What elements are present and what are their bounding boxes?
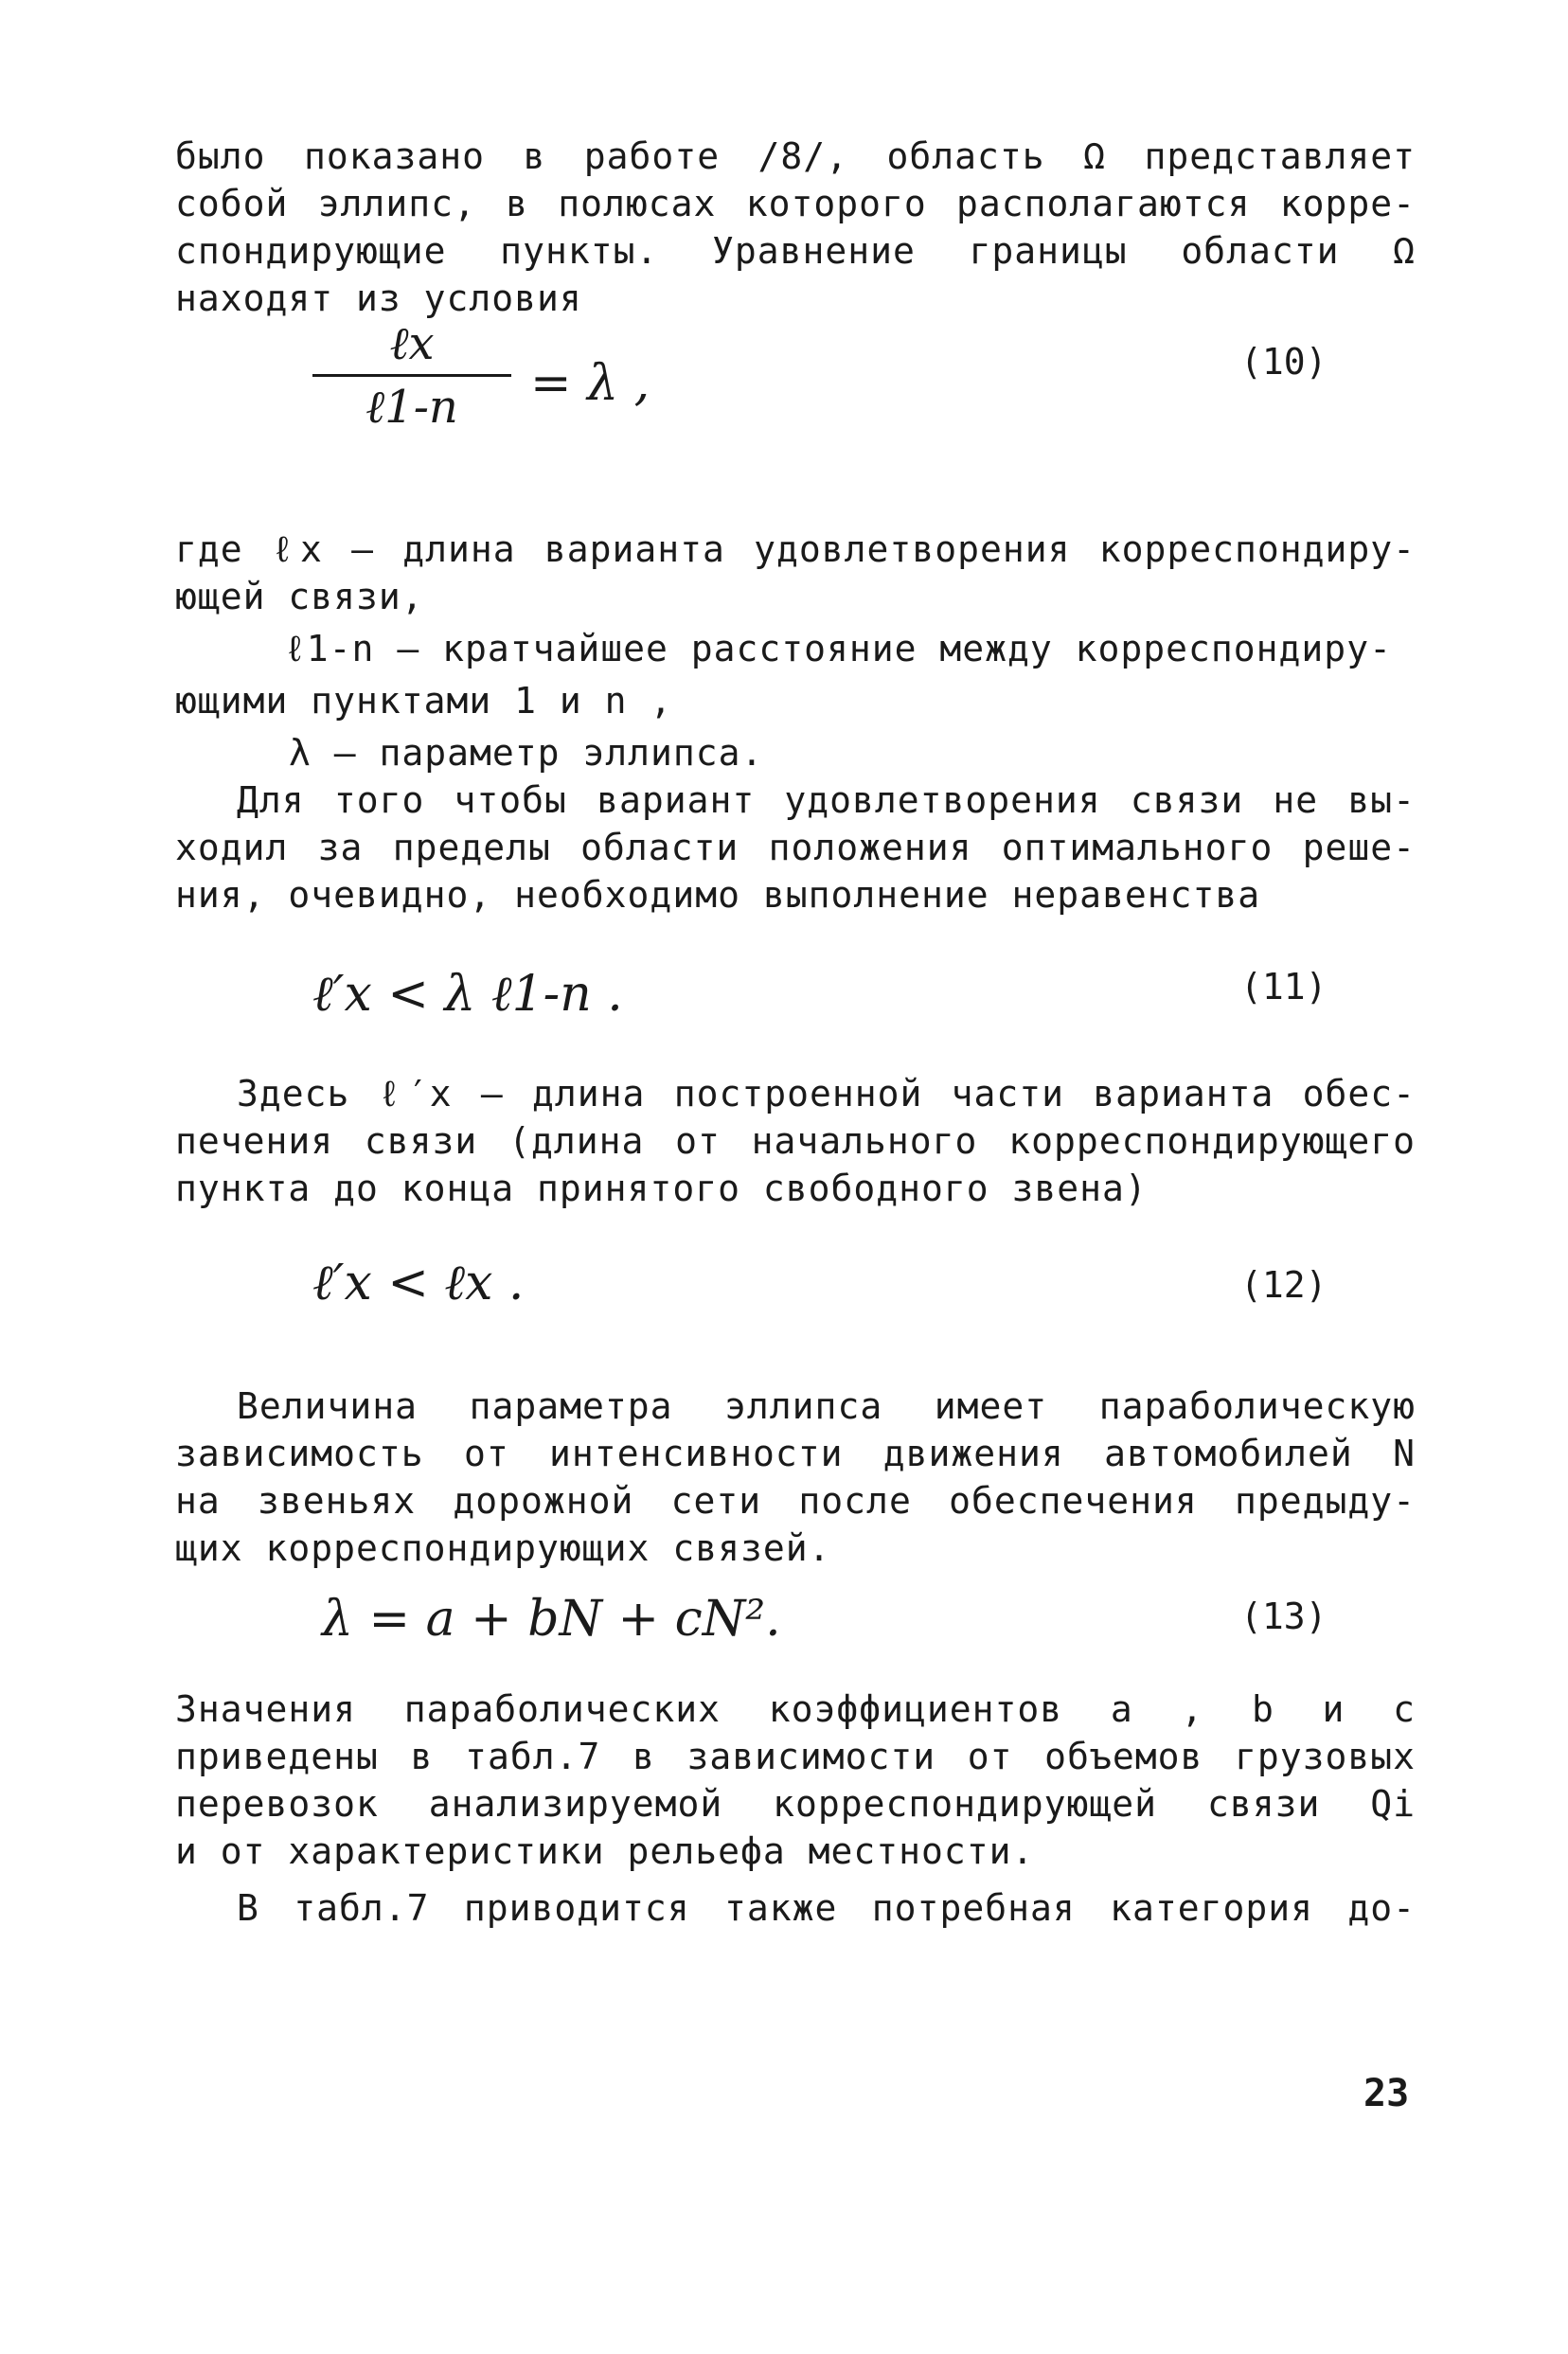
text-line: печения связи (длина от начального корреспондирующего [175,1120,1416,1162]
text-line: Для того чтобы вариант удовлетворения связи не вы- [237,779,1416,821]
text-line: ющими пунктами 1 и n , [175,680,673,722]
equation-10-denominator: ℓ1-n [365,381,458,434]
text-line: В табл.7 приводится также потребная категория до- [237,1887,1416,1929]
text-line: ℓ1-n – кратчайшее расстояние между корреспондиру- [284,628,1392,669]
page-number: 23 [1363,2072,1410,2115]
equation-10-number: (10) [1240,341,1327,383]
equation-10-rhs: = λ , [530,355,650,412]
text-line: и от характеристики рельефа местности. [175,1830,1035,1872]
equation-10-fraction [312,317,511,434]
text-line: пункта до конца принятого свободного звена) [175,1168,1148,1209]
text-line: Величина параметра эллипса имеет параболическую [237,1385,1416,1427]
text-line: зависимость от интенсивности движения автомобилей N [175,1433,1416,1474]
text-line: где ℓx – длина варианта удовлетворения корреспондиру- [175,528,1416,570]
text-line: спондирующие пункты. Уравнение границы области Ω [175,230,1416,272]
text-line: перевозок анализируемой корреспондирующей связи Qi [175,1783,1416,1825]
text-line: было показано в работе /8/, область Ω представляет [175,135,1416,177]
equation-13-number: (13) [1240,1596,1327,1637]
equation-10-numerator: ℓx [389,317,435,370]
text-line: собой эллипс, в полюсах которого располагаются корре- [175,183,1416,224]
text-line: λ – параметр эллипса. [289,732,764,774]
text-line: находят из условия [175,277,582,319]
text-line: ющей связи, [175,576,424,617]
fraction-bar [312,374,511,377]
text-line: приведены в табл.7 в зависимости от объемов грузовых [175,1736,1416,1777]
text-line: щих корреспондирующих связей. [175,1527,831,1569]
text-line: ходил за пределы области положения оптимального реше- [175,827,1416,868]
text-line: Значения параболических коэффициентов a , b и c [175,1688,1416,1730]
text-line: на звеньях дорожной сети после обеспечения предыду- [175,1480,1416,1522]
equation-12: ℓ′x < ℓx . [312,1255,525,1311]
equation-11: ℓ′x < λ ℓ1-n . [312,966,623,1023]
equation-13: λ = a + bN + cN². [322,1591,781,1648]
equation-11-number: (11) [1240,966,1327,1008]
equation-12-number: (12) [1240,1264,1327,1306]
text-line: ния, очевидно, необходимо выполнение неравенства [175,874,1261,916]
text-line: Здесь ℓ′x – длина построенной части варианта обес- [237,1073,1416,1115]
